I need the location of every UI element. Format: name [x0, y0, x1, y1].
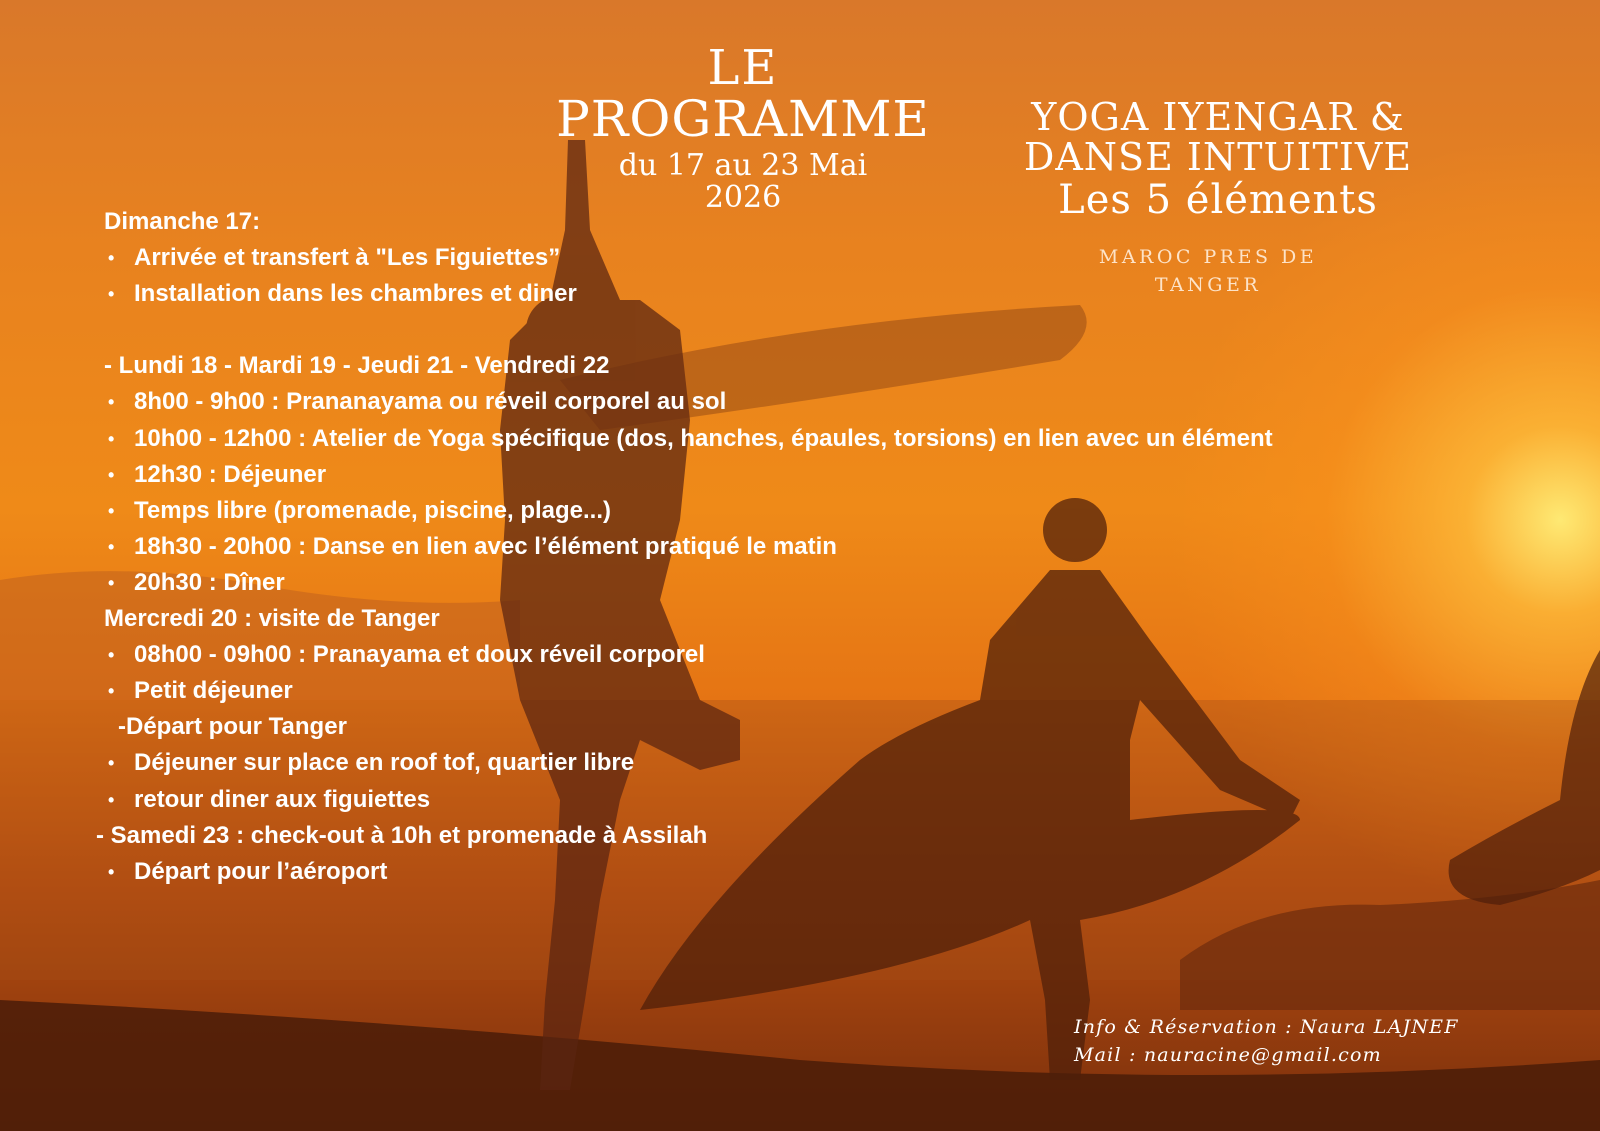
event-location-line2: TANGER: [1154, 273, 1262, 296]
title-dates-line1: du 17 au 23 Mai: [618, 148, 868, 183]
schedule-day: Dimanche 17:: [104, 208, 261, 235]
title-programme: PROGRAMME: [556, 90, 930, 148]
schedule-item: -Départ pour Tanger: [118, 713, 347, 741]
title-dates-line2: 2026: [704, 179, 782, 215]
schedule-item: • Temps libre (promenade, piscine, plage...): [96, 493, 1416, 529]
schedule-spacer: [96, 312, 1416, 348]
event-title-line1: YOGA IYENGAR &: [1031, 95, 1405, 139]
schedule-list: [96, 204, 1416, 890]
contact-info: Info & Réservation : Naura LAJNEF: [1074, 1016, 1459, 1038]
schedule-item: • 12h30 : Déjeuner: [96, 457, 1416, 493]
schedule-day: - Lundi 18 - Mardi 19 - Jeudi 21 - Vendredi 22: [104, 352, 610, 380]
title-le: LE: [707, 40, 779, 96]
schedule-day: Mercredi 20 : visite de Tanger: [104, 605, 440, 633]
contact-block: [1074, 1014, 1459, 1069]
event-title-block: [998, 95, 1438, 223]
schedule-item: • 08h00 - 09h00 : Pranayama et doux réveil corporel: [96, 637, 1416, 673]
event-title-line2: DANSE INTUITIVE: [1023, 135, 1413, 179]
event-location-line1: MAROC PRES DE: [1098, 246, 1318, 268]
schedule-item: • Petit déjeuner: [96, 673, 1416, 709]
schedule-item: • retour diner aux figuiettes: [96, 782, 1416, 818]
title-block: [548, 40, 938, 215]
schedule-day: - Samedi 23 : check-out à 10h et promenade à Assilah: [96, 821, 708, 849]
contact-mail[interactable]: Mail : nauracine@gmail.com: [1074, 1043, 1382, 1066]
schedule-item: • Arrivée et transfert à "Les Figuiettes”: [96, 240, 1416, 276]
schedule-item: • Déjeuner sur place en roof tof, quartier libre: [96, 745, 1416, 781]
schedule-item: • 10h00 - 12h00 : Atelier de Yoga spécifique (dos, hanches, épaules, torsions) en lien avec un élément: [96, 421, 1416, 457]
schedule-item: • 8h00 - 9h00 : Prananayama ou réveil corporel au sol: [96, 384, 1416, 420]
schedule-item: • Départ pour l’aéroport: [96, 854, 1416, 890]
schedule-item: • 18h30 - 20h00 : Danse en lien avec l’élément pratiqué le matin: [96, 529, 1416, 565]
schedule-item: • 20h30 : Dîner: [96, 565, 1416, 601]
schedule-item: • Installation dans les chambres et diner: [96, 276, 1416, 312]
event-subtitle: Les 5 éléments: [1058, 177, 1378, 223]
